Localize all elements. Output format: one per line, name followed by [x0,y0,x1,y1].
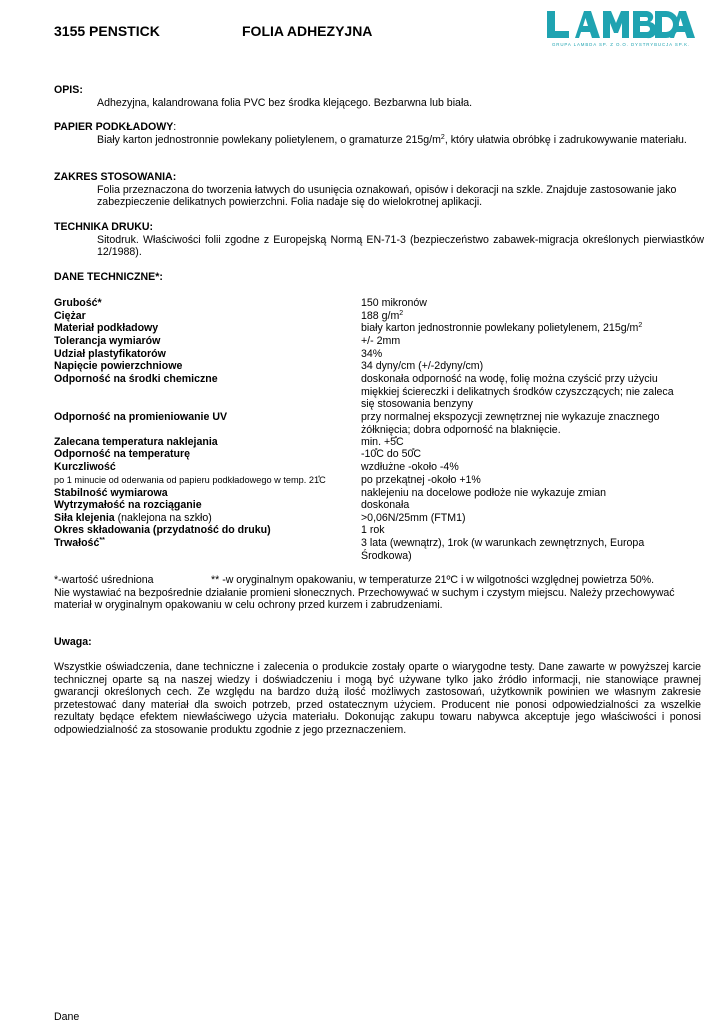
spec-label: Napięcie powierzchniowe [54,360,183,372]
lambda-logo [545,9,697,49]
spec-label: Zalecana temperatura naklejania [54,436,218,448]
spec-value: min. +5̊C [361,436,404,448]
spec-label: Siła klejenia (naklejona na szkło) [54,512,212,524]
section-body: Folia przeznaczona do tworzenia łatwych do usunięcia oznakowań, opisów i dekoracji na szkle. Znajduje zastosowanie jako zabezpieczenie delikatnych powierzchni. Folia nadaje się do wielokrotnej aplikacji. [97,183,677,209]
footnotes [54,574,704,612]
spec-value: wzdłużne -około -4% [361,461,459,473]
spec-label: Udział plastyfikatorów [54,348,166,360]
section-body: Adhezyjna, kalandrowana folia PVC bez środka klejącego. Bezbarwna lub biała. [97,96,473,109]
spec-value: -10̊C do 50̊C [361,448,422,460]
section-technika [54,221,704,259]
section-zakres [54,171,704,209]
spec-label: Stabilność wymiarowa [54,487,168,499]
uwaga-title: Uwaga: [54,636,92,648]
logo-subtitle: GRUPA LAMBDA SP. Z O.O. DYSTRYBUCJA SP.K. [551,42,691,47]
section-title-dane: DANE TECHNICZNE*: [54,271,163,283]
spec-value: 1 rok [361,524,385,536]
spec-value: doskonała [361,499,410,511]
spec-value: 3 lata (wewnątrz), 1rok (w warunkach zewnętrznych, Europa Środkowa) [361,537,645,562]
spec-label: Materiał podkładowy [54,322,159,334]
section-body: Biały karton jednostronnie powlekany polietylenem, o gramaturze $215g/m^2$, który ułatwia obróbkę i zadrukowywanie materiału. [97,133,687,146]
spec-label: Ciężar [54,310,86,322]
section-opis [54,84,704,109]
footnote-line [54,574,704,587]
spec-label: Grubość* [54,297,102,309]
spec-value: 150 mikronów [361,297,427,309]
lambda-logo-graphic [545,9,697,49]
spec-value: +/- 2mm [361,335,401,347]
footnote-storage: Nie wystawiać na bezpośrednie działanie promieni słonecznych. Przechowywać w suchym i czystym miejscu. Należy przechowywać materiał w oryginalnym opakowaniu w celu ochrony przed kurzem i zabrudzeniami. [54,586,675,612]
product-code: 3155 PENSTICK [54,23,160,39]
section-papier [54,121,704,146]
spec-label: Kurczliwość [54,461,116,473]
spec-value: 188 $g/m^2$ [361,310,404,322]
footnote-star1: *-wartość uśredniona [54,574,154,586]
spec-value: doskonała odporność na wodę, folię można czyścić przy użyciu miękkiej ściereczki i delikatnych środków czyszczących; nie zaleca się stosowania benzyny [361,373,674,411]
spec-value: biały karton jednostronnie powlekany polietylenem, $215g/m^2$ [361,322,643,334]
spec-label: po 1 minucie od oderwania od papieru podkładowego w temp. 21̊C [54,475,326,485]
spec-value: >0,06N/25mm (FTM1) [361,512,466,524]
section-title: TECHNIKA DRUKU: [54,221,154,233]
spec-value: przy normalnej ekspozycji zewnętrznej nie wykazuje znacznego żółknięcia; dobra odporność na blaknięcie. [361,411,660,436]
spec-label: Okres składowania (przydatność do druku) [54,524,271,536]
spec-value: 34 dyny/cm (+/-2dyny/cm) [361,360,484,372]
spec-value: naklejeniu na docelowe podłoże nie wykazuje zmian [361,487,606,499]
footer-text: Dane [54,1011,80,1023]
footnote-star2: ** -w oryginalnym opakowaniu, w temperaturze 21ºC i w wilgotności względnej powietrza 50%. [211,574,655,586]
spec-label: Trwałość** [54,537,105,549]
section-title: PAPIER PODKŁADOWY: [54,121,177,133]
product-title: FOLIA ADHEZYJNA [242,23,373,39]
section-title: OPIS: [54,84,83,96]
spec-label: Odporność na promieniowanie UV [54,411,228,423]
spec-value: 34% [361,348,383,360]
spec-label: Wytrzymałość na rozciąganie [54,499,202,511]
spec-label: Odporność na środki chemiczne [54,373,218,385]
uwaga-body: Wszystkie oświadczenia, dane techniczne i zalecenia o produkcie zostały oparte o wiarygodne testy. Dane zawarte w powyższej karcie technicznej oparte są na naszej wiedzy i doświadczeniu i mogą być używane tylko jako źródło informacji, nie stanowiące prawnej gwarancji określonych cech. Ze względu na bardzo dużą ilość możliwych zastosowań, użytkownik powinien we własnym zakresie przetestować dany materiał dla swoich potrzeb, przed ostatecznym użyciem. Producent nie ponosi odpowiedzialności za wszelkie rezultaty będące efektem niewłaściwego użycia materiału. Dokonując zakupu towaru nabywca akceptuje jego właściwości i ponosi odpowiedzialność za stosowanie produktu zgodnie z jego przeznaczeniem. [54,661,701,736]
spec-label: Tolerancja wymiarów [54,335,161,347]
section-title: ZAKRES STOSOWANIA: [54,171,177,183]
spec-value: po przekątnej -około +1% [361,474,481,486]
section-body: Sitodruk. Właściwości folii zgodne z Europejską Normą EN-71-3 (bezpieczeństwo zabawek-migracja określonych pierwiastków 12/1988). [97,233,704,259]
spec-label: Odporność na temperaturę [54,448,190,460]
